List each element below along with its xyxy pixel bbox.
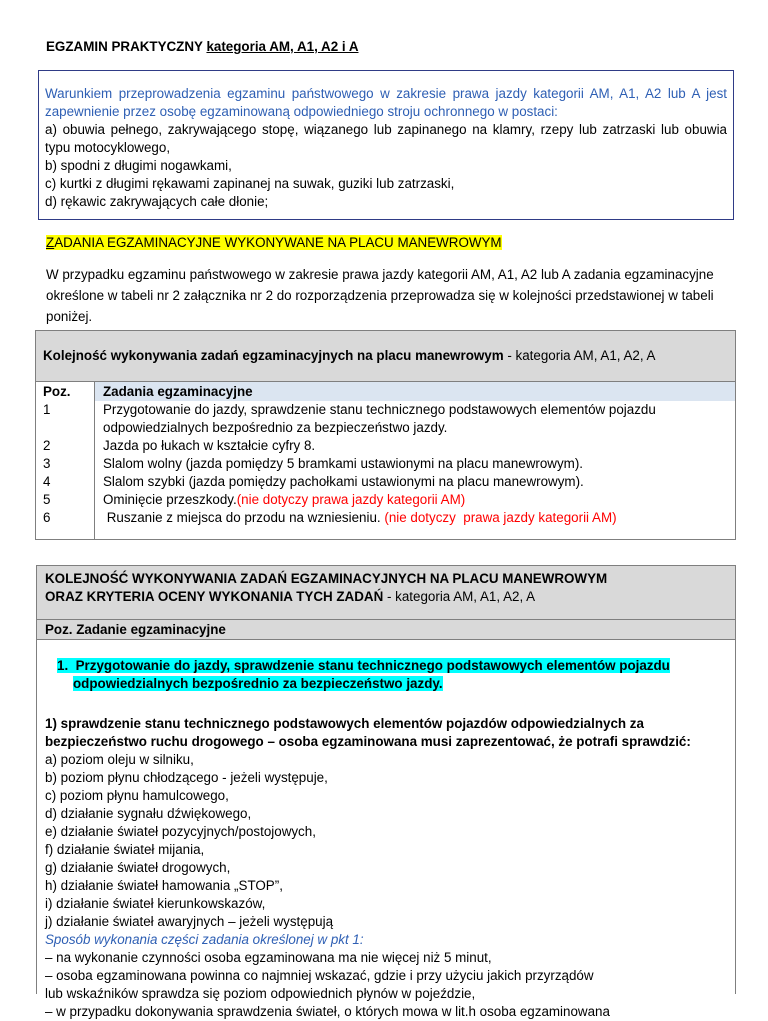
- method-line: – na wykonanie czynności osoba egzaminowana ma nie więcej niż 5 minut,: [45, 950, 492, 965]
- gear-item: d) rękawic zakrywających całe dłonie;: [45, 194, 269, 209]
- criteria-subheader: Poz. Zadanie egzaminacyjne: [37, 620, 735, 640]
- title-prefix: EGZAMIN PRAKTYCZNY: [46, 39, 207, 54]
- gear-item: a) obuwia pełnego, zakrywającego stopę, wiązanego lub zapinanego na klamry, rzepy lub zatrzaski lub obuwia typu motocyklowego,: [45, 122, 727, 155]
- table-header: [36, 331, 735, 382]
- exclusion-note: (nie dotyczy prawa jazdy kategorii AM): [236, 492, 466, 507]
- check-item: d) działanie sygnału dźwiękowego,: [45, 806, 252, 821]
- table-header-normal: - kategoria AM, A1, A2, A: [503, 348, 656, 363]
- method-line: – w przypadku dokonywania sprawdzenia świateł, o których mowa w lit.h osoba egzaminowana: [45, 1004, 610, 1019]
- col-pos-header: Poz.: [43, 384, 71, 399]
- task-1-subheading: 1) sprawdzenie stanu technicznego podstawowych elementów pojazdów odpowiedzialnych za bezpieczeństwo ruchu drogowego – osoba egzaminowana musi zaprezentować, że potrafi sprawdzić:: [45, 716, 691, 749]
- check-item: j) działanie świateł awaryjnych – jeżeli występują: [45, 914, 334, 929]
- check-item: a) poziom oleju w silniku,: [45, 752, 194, 767]
- gear-item: c) kurtki z długimi rękawami zapinanej na suwak, guziki lub zatrzaski,: [45, 176, 455, 191]
- title-category: kategoria AM, A1, A2 i A: [206, 39, 359, 54]
- criteria-header: KOLEJNOŚĆ WYKONYWANIA ZADAŃ EGZAMINACYJNYCH NA PLACU MANEWROWYM ORAZ KRYTERIA OCENY WYKONANIA TYCH ZADAŃ - kategoria AM, A1, A2, A: [37, 566, 735, 620]
- check-item: b) poziom płynu chłodzącego - jeżeli występuje,: [45, 770, 328, 785]
- task-1-title: 1. Przygotowanie do jazdy, sprawdzenie stanu technicznego podstawowych elementów pojazdu odpowiedzialnych bezpośrednio za bezpieczeństwo jazdy.: [57, 658, 670, 691]
- heading-first-letter: Z: [46, 235, 55, 250]
- check-item: c) poziom płynu hamulcowego,: [45, 788, 229, 803]
- check-item: e) działanie świateł pozycyjnych/postojowych,: [45, 824, 316, 839]
- section-heading: [46, 234, 502, 252]
- protective-gear-box: [38, 70, 734, 220]
- criteria-table: [36, 565, 736, 1019]
- criteria-content: [45, 657, 725, 1021]
- method-line: – osoba egzaminowana powinna co najmniej wskazać, gdzie i przy użyciu jakich przyrządów: [45, 968, 594, 983]
- method-line: lub wskaźników sprawdza się poziom odpowiednich płynów w pojeździe,: [45, 986, 476, 1001]
- task-order-table: Kolejność wykonywania zadań egzaminacyjnych na placu manewrowym - kategoria AM, A1, A2, A Poz. Zadania egzaminacyjne 1 Przygotowanie do jazdy, sprawdzenie stanu technicznego podstawowych elementów pojazdu odpowiedzialnych bezpośrednio za bezpieczeństwo jazdy. 2 Jazda po łukach w kształcie cyfry 8. 3 Slalom wolny (jazda pomiędzy 5 bramkami ustawionymi na placu manewrowym). 4 Slalom szybki (jazda pomiędzy pachołkami ustawionymi na placu manewrowym). 5 Ominięcie przeszkody.(nie dotyczy prawa jazdy kategorii AM) 6 Ruszanie z miejsca do przodu na wzniesieniu. (nie dotyczy prawa jazdy kategorii AM): [35, 330, 736, 540]
- exclusion-note: (nie dotyczy prawa jazdy kategorii AM): [384, 510, 617, 525]
- table-header-bold: Kolejność wykonywania zadań egzaminacyjnych na placu manewrowym: [43, 348, 504, 363]
- section-paragraph: W przypadku egzaminu państwowego w zakresie prawa jazdy kategorii AM, A1, A2 lub A zadania egzaminacyjne określone w tabeli nr 2 załącznika nr 2 do rozporządzenia przeprowadza się w kolejności przedstawionej w tabeli poniżej.: [46, 267, 714, 324]
- heading-rest: ADANIA EGZAMINACYJNE WYKONYWANE NA PLACU MANEWROWYM: [54, 235, 502, 250]
- check-item: i) działanie świateł kierunkowskazów,: [45, 896, 266, 911]
- check-item: h) działanie świateł hamowania „STOP”,: [45, 878, 283, 893]
- method-heading: Sposób wykonania części zadania określonej w pkt 1:: [45, 932, 364, 947]
- check-item: g) działanie świateł drogowych,: [45, 860, 231, 875]
- gear-item: b) spodni z długimi nogawkami,: [45, 158, 232, 173]
- protective-gear-intro: Warunkiem przeprowadzenia egzaminu państwowego w zakresie prawa jazdy kategorii AM, A1, A2 lub A jest zapewnienie przez osobę egzaminowaną odpowiedniego stroju ochronnego w postaci:: [45, 86, 727, 119]
- document-title: [46, 38, 359, 56]
- col-task-header: Zadania egzaminacyjne: [103, 384, 253, 399]
- check-item: f) działanie świateł mijania,: [45, 842, 205, 857]
